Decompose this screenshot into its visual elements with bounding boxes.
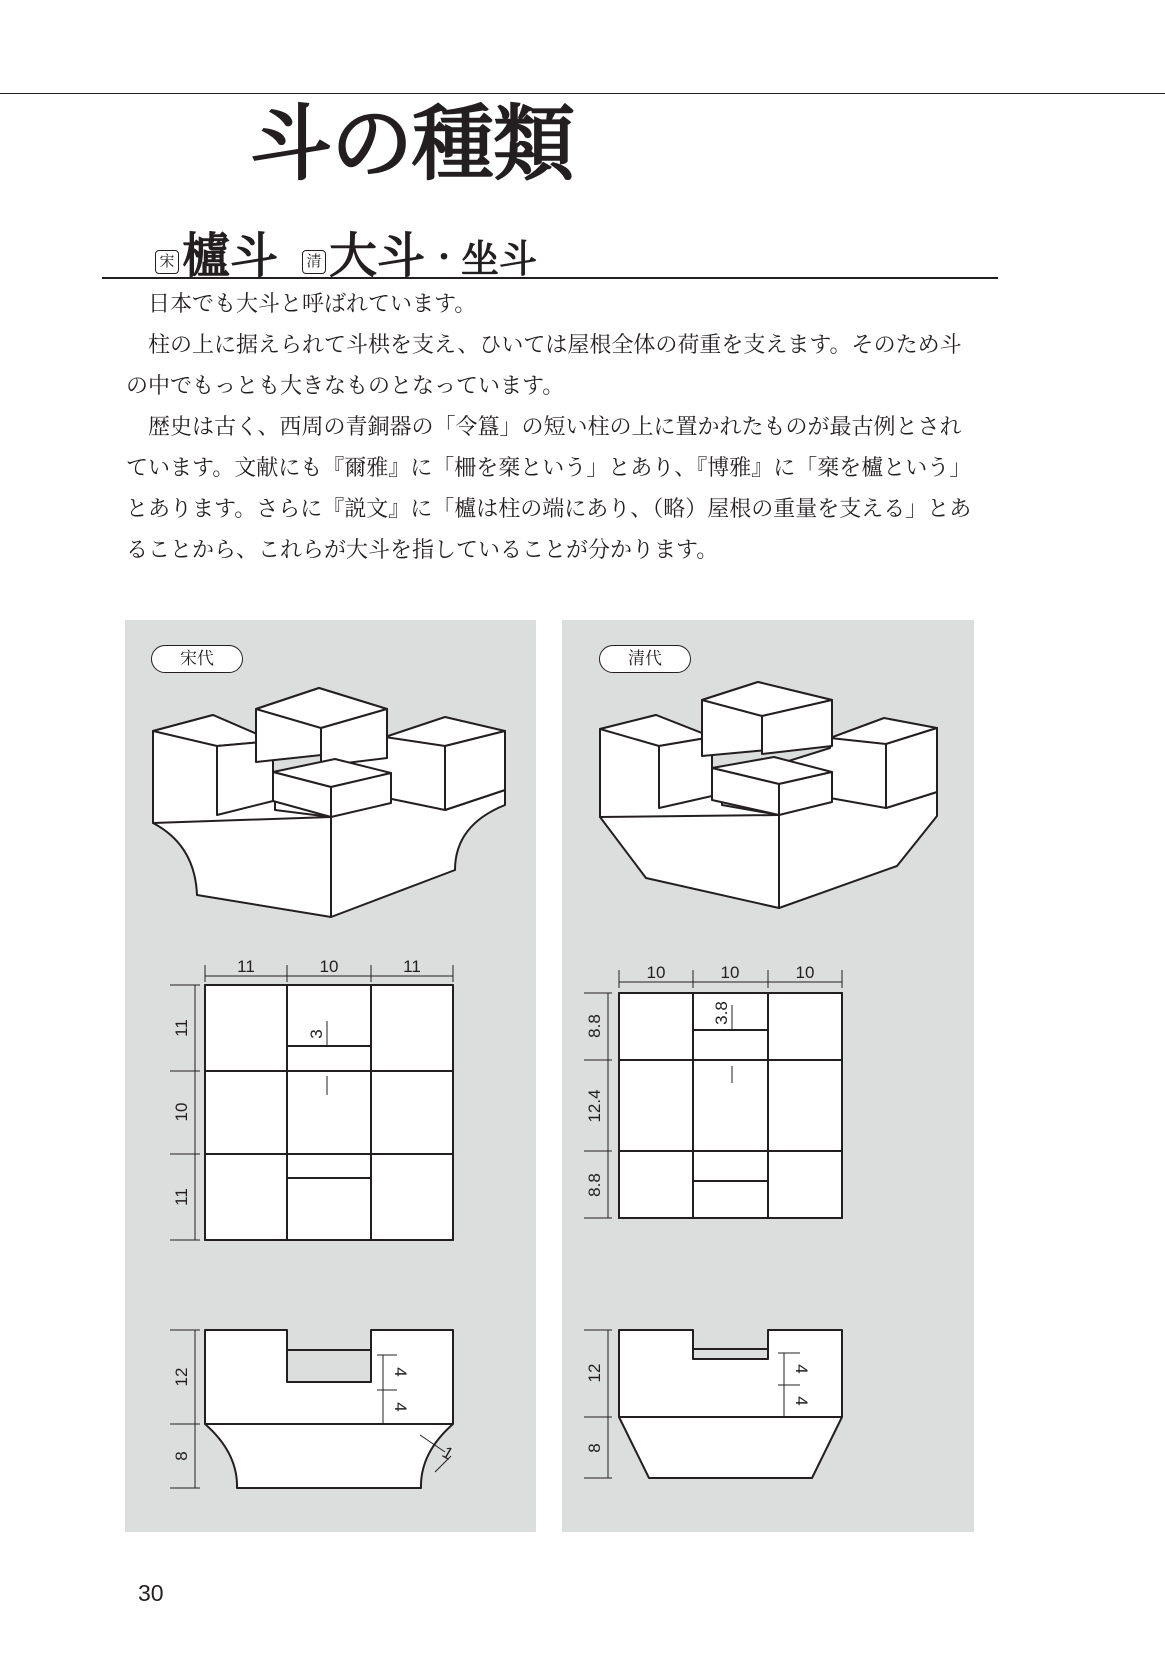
subtitle-separator: ・ [429, 241, 460, 276]
song-bracket-name: 櫨斗 [182, 228, 279, 284]
song-elevation-inner-dim: 4 [391, 1402, 410, 1412]
qing-era-badge: 清 [302, 250, 326, 274]
song-elevation-curve-dim: 1 [438, 1442, 457, 1464]
song-plan-side-dim: 10 [172, 1102, 191, 1122]
qing-era-label: 清代 [599, 645, 691, 673]
qing-elevation-inner-dim: 4 [792, 1364, 811, 1374]
qing-plan-view [619, 993, 842, 1218]
qing-plan-top-dim: 10 [795, 963, 815, 982]
qing-plan-side-dim: 8.8 [585, 1014, 604, 1038]
song-plan-top-dim: 11 [403, 957, 421, 976]
qing-plan-slot-dim: 3.8 [712, 1001, 731, 1025]
qing-figure-panel [562, 620, 974, 1532]
qing-isometric-view [600, 682, 937, 908]
song-plan-top-dim: 10 [319, 957, 339, 976]
song-era-badge: 宋 [155, 250, 179, 274]
song-isometric-view [153, 688, 505, 917]
qing-plan-top-dim: 10 [646, 963, 666, 982]
qing-drawings [562, 620, 974, 1532]
qing-elevation-side-dim: 12 [585, 1363, 604, 1383]
qing-bracket-alt-name: 坐斗 [461, 237, 538, 281]
top-rule [0, 93, 1165, 94]
song-drawings [125, 620, 536, 1532]
song-plan-top-dim: 11 [237, 957, 255, 976]
song-plan-side-dim: 11 [172, 1188, 191, 1206]
song-era-label: 宋代 [151, 645, 243, 673]
qing-elevation-inner-dim: 4 [792, 1396, 811, 1406]
song-elevation-view [205, 1330, 453, 1488]
page-number: 30 [138, 1580, 164, 1606]
song-elevation-side-dim: 8 [172, 1451, 191, 1461]
song-plan-side-dim: 11 [172, 1019, 191, 1037]
subtitle-rule [102, 277, 998, 279]
song-figure-panel [125, 620, 536, 1532]
song-elevation-side-dim: 12 [172, 1367, 191, 1387]
qing-elevation-side-dim: 8 [585, 1443, 604, 1453]
qing-plan-top-dim: 10 [720, 963, 740, 982]
qing-plan-side-dim: 12.4 [585, 1089, 604, 1123]
page-title: 斗の種類 [250, 97, 575, 192]
qing-plan-side-dim: 8.8 [585, 1173, 604, 1197]
qing-bracket-name: 大斗 [329, 228, 426, 284]
song-elevation-inner-dim: 4 [391, 1367, 410, 1377]
paragraph: 日本でも大斗と呼ばれています。 [148, 292, 477, 317]
subtitle [155, 222, 538, 284]
body-text [126, 284, 976, 571]
paragraph: 柱の上に据えられて斗栱を支え、ひいては屋根全体の荷重を支えます。そのため斗の中でもっとも大きなものとなっています。 [126, 333, 962, 399]
paragraph: 歴史は古く、西周の青銅器の「令簋」の短い柱の上に置かれたものが最古例とされています。文献にも『爾雅』に「柵を椉という」とあり、『博雅』に「椉を櫨という」とあります。さらに『説文』に「櫨は柱の端にあり、（略）屋根の重量を支える」とあることから、これらが大斗を指していることが分かります。 [126, 415, 972, 563]
song-plan-slot-dim: 3 [307, 1029, 326, 1039]
song-plan-view [205, 985, 453, 1240]
